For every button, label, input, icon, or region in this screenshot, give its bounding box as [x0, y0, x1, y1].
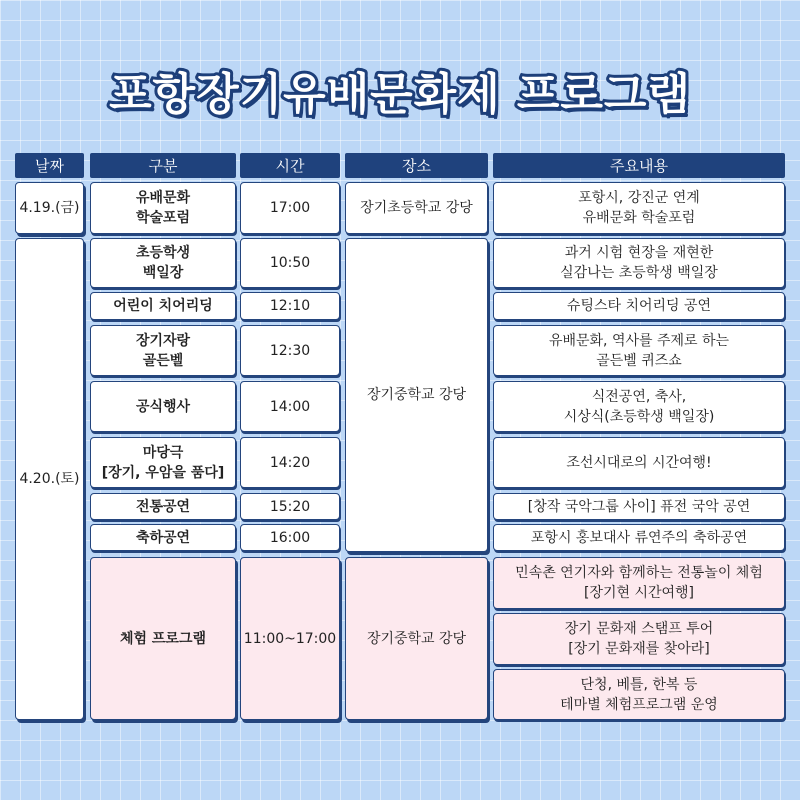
time-cell: 16:00	[240, 524, 340, 551]
time-cell: 15:20	[240, 493, 340, 520]
content-cell: 조선시대로의 시간여행!	[493, 437, 785, 488]
content-cell: 슈팅스타 치어리딩 공연	[493, 292, 785, 320]
time-cell: 14:00	[240, 381, 340, 432]
content-cell-experience: 단청, 베틀, 한복 등 테마별 체험프로그램 운영	[493, 669, 785, 720]
category-cell-experience: 체험 프로그램	[90, 557, 236, 720]
time-cell: 10:50	[240, 238, 340, 288]
place-cell: 장기초등학교 강당	[345, 182, 488, 234]
header-date: 날짜	[15, 153, 84, 178]
content-cell: 유배문화, 역사를 주제로 하는 골든벨 퀴즈쇼	[493, 325, 785, 376]
date-cell-day1: 4.19.(금)	[15, 182, 84, 234]
category-cell: 장기자랑 골든벨	[90, 325, 236, 376]
content-cell: 포항시 홍보대사 류연주의 축하공연	[493, 524, 785, 551]
content-cell: 과거 시험 현장을 재현한 실감나는 초등학생 백일장	[493, 238, 785, 288]
time-cell: 14:20	[240, 437, 340, 488]
time-cell: 17:00	[240, 182, 340, 234]
category-cell: 전통공연	[90, 493, 236, 520]
category-cell: 유배문화 학술포럼	[90, 182, 236, 234]
content-cell-experience: 민속촌 연기자와 함께하는 전통놀이 체험 [장기현 시간여행]	[493, 557, 785, 609]
place-cell-events: 장기중학교 강당	[345, 238, 488, 552]
time-cell: 12:10	[240, 292, 340, 320]
category-cell: 공식행사	[90, 381, 236, 432]
category-cell: 마당극 [장기, 우암을 품다]	[90, 437, 236, 488]
place-cell-experience: 장기중학교 강당	[345, 557, 488, 720]
header-category: 구분	[90, 153, 236, 178]
header-time: 시간	[240, 153, 340, 178]
header-content: 주요내용	[493, 153, 785, 178]
content-cell: [창작 국악그룹 사이] 퓨전 국악 공연	[493, 493, 785, 520]
category-cell: 축하공연	[90, 524, 236, 551]
page-title: 포항장기유배문화제 프로그램	[109, 69, 691, 120]
header-place: 장소	[345, 153, 488, 178]
category-cell: 초등학생 백일장	[90, 238, 236, 288]
category-cell: 어린이 치어리딩	[90, 292, 236, 320]
time-cell-experience: 11:00~17:00	[240, 557, 340, 720]
date-cell-day2: 4.20.(토)	[15, 238, 84, 720]
content-cell: 식전공연, 축사, 시상식(초등학생 백일장)	[493, 381, 785, 432]
content-cell: 포항시, 강진군 연계 유배문화 학술포럼	[493, 182, 785, 234]
time-cell: 12:30	[240, 325, 340, 376]
content-cell-experience: 장기 문화재 스탬프 투어 [장기 문화재를 찾아라]	[493, 613, 785, 665]
